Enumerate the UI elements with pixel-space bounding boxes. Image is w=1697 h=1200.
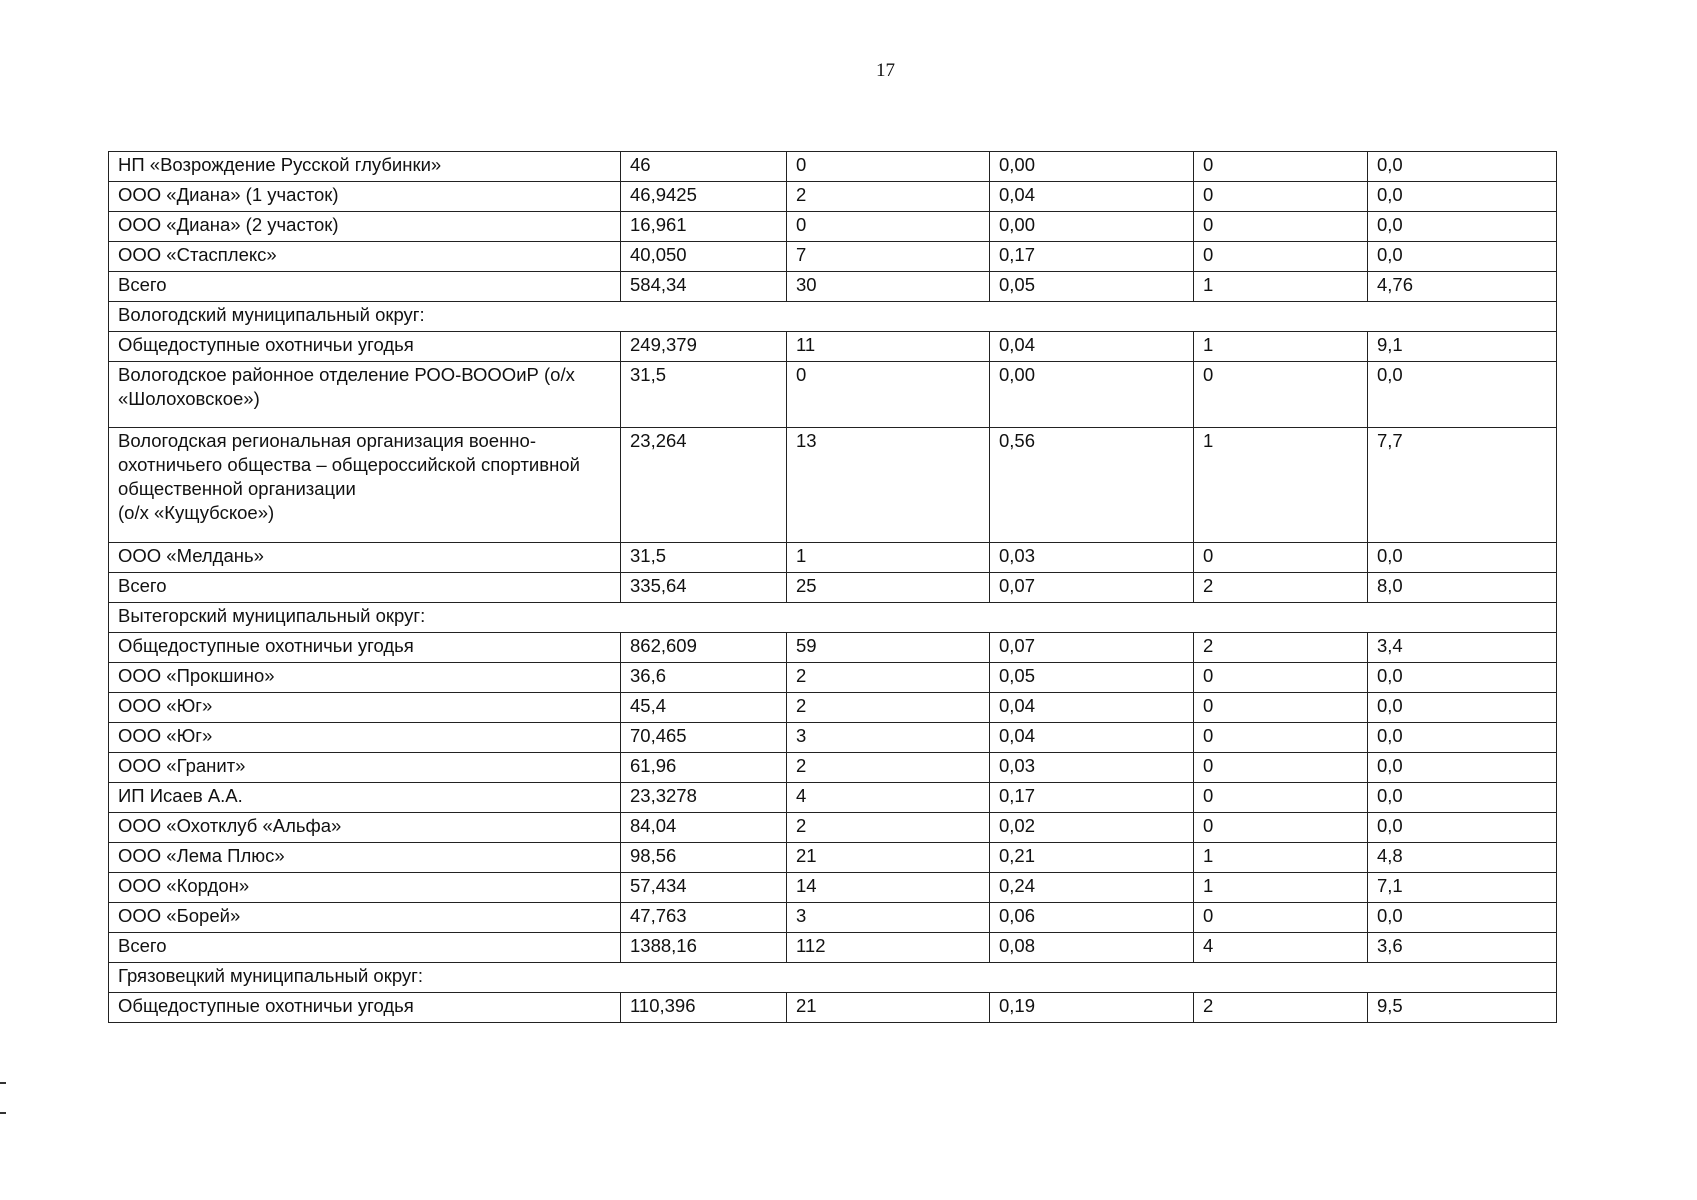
- value-cell-4: 0: [1194, 543, 1368, 573]
- table-row: [109, 693, 1557, 723]
- value-cell-5: 0,0: [1368, 783, 1557, 813]
- value-cell-2: 0: [787, 152, 990, 182]
- value-cell-3: 0,03: [990, 753, 1194, 783]
- value-cell-1: 47,763: [621, 903, 787, 933]
- value-cell-3: 0,17: [990, 242, 1194, 272]
- value-cell-5: 0,0: [1368, 152, 1557, 182]
- value-cell-5: 0,0: [1368, 212, 1557, 242]
- edge-mark: [0, 1082, 6, 1084]
- table-row: [109, 753, 1557, 783]
- value-cell-5: 7,7: [1368, 428, 1557, 543]
- value-cell-2: 2: [787, 753, 990, 783]
- value-cell-5: 0,0: [1368, 182, 1557, 212]
- value-cell-4: 0: [1194, 362, 1368, 428]
- value-cell-4: 2: [1194, 573, 1368, 603]
- value-cell-5: 3,6: [1368, 933, 1557, 963]
- organization-name-cell: ООО «Диана» (2 участок): [109, 212, 621, 242]
- value-cell-4: 2: [1194, 993, 1368, 1023]
- value-cell-5: 3,4: [1368, 633, 1557, 663]
- value-cell-2: 112: [787, 933, 990, 963]
- table-row: [109, 723, 1557, 753]
- organization-name-cell: Всего: [109, 573, 621, 603]
- value-cell-3: 0,08: [990, 933, 1194, 963]
- value-cell-1: 862,609: [621, 633, 787, 663]
- value-cell-1: 584,34: [621, 272, 787, 302]
- value-cell-2: 11: [787, 332, 990, 362]
- organization-name-cell: ООО «Кордон»: [109, 873, 621, 903]
- value-cell-4: 0: [1194, 753, 1368, 783]
- value-cell-3: 0,56: [990, 428, 1194, 543]
- value-cell-5: 8,0: [1368, 573, 1557, 603]
- value-cell-2: 3: [787, 723, 990, 753]
- table-row: [109, 813, 1557, 843]
- value-cell-5: 0,0: [1368, 242, 1557, 272]
- table-row: [109, 362, 1557, 428]
- value-cell-2: 13: [787, 428, 990, 543]
- value-cell-1: 31,5: [621, 543, 787, 573]
- table-row: [109, 993, 1557, 1023]
- section-row: [109, 302, 1557, 332]
- value-cell-3: 0,21: [990, 843, 1194, 873]
- organization-name-cell: ООО «Мелдань»: [109, 543, 621, 573]
- value-cell-1: 23,3278: [621, 783, 787, 813]
- value-cell-2: 1: [787, 543, 990, 573]
- value-cell-2: 14: [787, 873, 990, 903]
- value-cell-3: 0,19: [990, 993, 1194, 1023]
- value-cell-2: 2: [787, 813, 990, 843]
- organization-name-cell: ООО «Стасплекс»: [109, 242, 621, 272]
- section-header: Грязовецкий муниципальный округ:: [109, 963, 1557, 993]
- value-cell-2: 2: [787, 663, 990, 693]
- value-cell-3: 0,03: [990, 543, 1194, 573]
- value-cell-2: 3: [787, 903, 990, 933]
- organization-name-cell: ООО «Лема Плюс»: [109, 843, 621, 873]
- section-row: [109, 603, 1557, 633]
- organization-name-cell: ООО «Диана» (1 участок): [109, 182, 621, 212]
- value-cell-4: 0: [1194, 242, 1368, 272]
- table-row: [109, 182, 1557, 212]
- table-row: [109, 783, 1557, 813]
- value-cell-1: 98,56: [621, 843, 787, 873]
- value-cell-1: 46: [621, 152, 787, 182]
- value-cell-1: 84,04: [621, 813, 787, 843]
- page-number: 17: [876, 60, 895, 81]
- value-cell-2: 7: [787, 242, 990, 272]
- table-body: [109, 152, 1557, 1023]
- value-cell-2: 2: [787, 182, 990, 212]
- organization-name-cell: Общедоступные охотничьи угодья: [109, 993, 621, 1023]
- value-cell-1: 40,050: [621, 242, 787, 272]
- value-cell-4: 0: [1194, 152, 1368, 182]
- value-cell-1: 57,434: [621, 873, 787, 903]
- value-cell-2: 30: [787, 272, 990, 302]
- value-cell-4: 0: [1194, 813, 1368, 843]
- value-cell-3: 0,07: [990, 633, 1194, 663]
- value-cell-4: 0: [1194, 693, 1368, 723]
- value-cell-3: 0,05: [990, 663, 1194, 693]
- value-cell-3: 0,00: [990, 362, 1194, 428]
- table-row: [109, 332, 1557, 362]
- value-cell-5: 0,0: [1368, 753, 1557, 783]
- value-cell-5: 9,1: [1368, 332, 1557, 362]
- table-row: [109, 933, 1557, 963]
- value-cell-2: 0: [787, 212, 990, 242]
- value-cell-1: 249,379: [621, 332, 787, 362]
- value-cell-5: 0,0: [1368, 543, 1557, 573]
- value-cell-1: 1388,16: [621, 933, 787, 963]
- section-row: [109, 963, 1557, 993]
- table-row: [109, 843, 1557, 873]
- value-cell-3: 0,24: [990, 873, 1194, 903]
- value-cell-5: 0,0: [1368, 663, 1557, 693]
- value-cell-4: 2: [1194, 633, 1368, 663]
- value-cell-2: 0: [787, 362, 990, 428]
- table-row: [109, 212, 1557, 242]
- value-cell-4: 0: [1194, 182, 1368, 212]
- value-cell-5: 4,8: [1368, 843, 1557, 873]
- value-cell-4: 1: [1194, 272, 1368, 302]
- value-cell-3: 0,06: [990, 903, 1194, 933]
- organization-name-cell: ИП Исаев А.А.: [109, 783, 621, 813]
- table-row: [109, 272, 1557, 302]
- value-cell-4: 0: [1194, 212, 1368, 242]
- value-cell-5: 7,1: [1368, 873, 1557, 903]
- value-cell-1: 45,4: [621, 693, 787, 723]
- value-cell-1: 23,264: [621, 428, 787, 543]
- table-row: [109, 903, 1557, 933]
- organization-name-cell: Вологодская региональная организация военно-охотничьего общества – общероссийской спортивной общественной организации (о/х «Кущубское»): [109, 428, 621, 543]
- value-cell-5: 0,0: [1368, 693, 1557, 723]
- value-cell-2: 59: [787, 633, 990, 663]
- value-cell-2: 21: [787, 993, 990, 1023]
- table-row: [109, 633, 1557, 663]
- organization-name-cell: ООО «Юг»: [109, 693, 621, 723]
- value-cell-3: 0,04: [990, 693, 1194, 723]
- section-header: Вологодский муниципальный округ:: [109, 302, 1557, 332]
- organization-name-cell: ООО «Прокшино»: [109, 663, 621, 693]
- value-cell-5: 0,0: [1368, 362, 1557, 428]
- value-cell-3: 0,04: [990, 723, 1194, 753]
- table-row: [109, 428, 1557, 543]
- value-cell-1: 335,64: [621, 573, 787, 603]
- table-row: [109, 152, 1557, 182]
- value-cell-3: 0,05: [990, 272, 1194, 302]
- value-cell-1: 36,6: [621, 663, 787, 693]
- table-row: [109, 242, 1557, 272]
- value-cell-1: 70,465: [621, 723, 787, 753]
- edge-mark: [0, 1112, 6, 1114]
- organization-name-cell: Всего: [109, 933, 621, 963]
- value-cell-4: 1: [1194, 428, 1368, 543]
- value-cell-5: 0,0: [1368, 723, 1557, 753]
- value-cell-3: 0,02: [990, 813, 1194, 843]
- organization-name-cell: Общедоступные охотничьи угодья: [109, 332, 621, 362]
- value-cell-1: 31,5: [621, 362, 787, 428]
- table-row: [109, 663, 1557, 693]
- value-cell-3: 0,17: [990, 783, 1194, 813]
- organization-name-cell: ООО «Юг»: [109, 723, 621, 753]
- value-cell-2: 2: [787, 693, 990, 723]
- value-cell-3: 0,04: [990, 182, 1194, 212]
- value-cell-3: 0,07: [990, 573, 1194, 603]
- value-cell-3: 0,00: [990, 212, 1194, 242]
- organization-name-cell: НП «Возрождение Русской глубинки»: [109, 152, 621, 182]
- value-cell-4: 1: [1194, 843, 1368, 873]
- value-cell-3: 0,00: [990, 152, 1194, 182]
- value-cell-2: 21: [787, 843, 990, 873]
- organization-name-cell: ООО «Охотклуб «Альфа»: [109, 813, 621, 843]
- hunting-grounds-table: [108, 151, 1557, 1023]
- section-header: Вытегорский муниципальный округ:: [109, 603, 1557, 633]
- organization-name-cell: Общедоступные охотничьи угодья: [109, 633, 621, 663]
- organization-name-cell: ООО «Борей»: [109, 903, 621, 933]
- value-cell-5: 4,76: [1368, 272, 1557, 302]
- organization-name-cell: Вологодское районное отделение РОО-ВОООиР (о/х «Шолоховское»): [109, 362, 621, 428]
- value-cell-4: 0: [1194, 783, 1368, 813]
- value-cell-4: 0: [1194, 723, 1368, 753]
- table-row: [109, 573, 1557, 603]
- value-cell-5: 0,0: [1368, 813, 1557, 843]
- value-cell-2: 25: [787, 573, 990, 603]
- value-cell-1: 46,9425: [621, 182, 787, 212]
- organization-name-cell: ООО «Гранит»: [109, 753, 621, 783]
- value-cell-4: 4: [1194, 933, 1368, 963]
- table-row: [109, 543, 1557, 573]
- value-cell-4: 0: [1194, 903, 1368, 933]
- value-cell-1: 16,961: [621, 212, 787, 242]
- value-cell-2: 4: [787, 783, 990, 813]
- value-cell-1: 110,396: [621, 993, 787, 1023]
- value-cell-5: 0,0: [1368, 903, 1557, 933]
- organization-name-cell: Всего: [109, 272, 621, 302]
- table-row: [109, 873, 1557, 903]
- value-cell-4: 1: [1194, 332, 1368, 362]
- value-cell-4: 0: [1194, 663, 1368, 693]
- value-cell-1: 61,96: [621, 753, 787, 783]
- value-cell-4: 1: [1194, 873, 1368, 903]
- value-cell-5: 9,5: [1368, 993, 1557, 1023]
- value-cell-3: 0,04: [990, 332, 1194, 362]
